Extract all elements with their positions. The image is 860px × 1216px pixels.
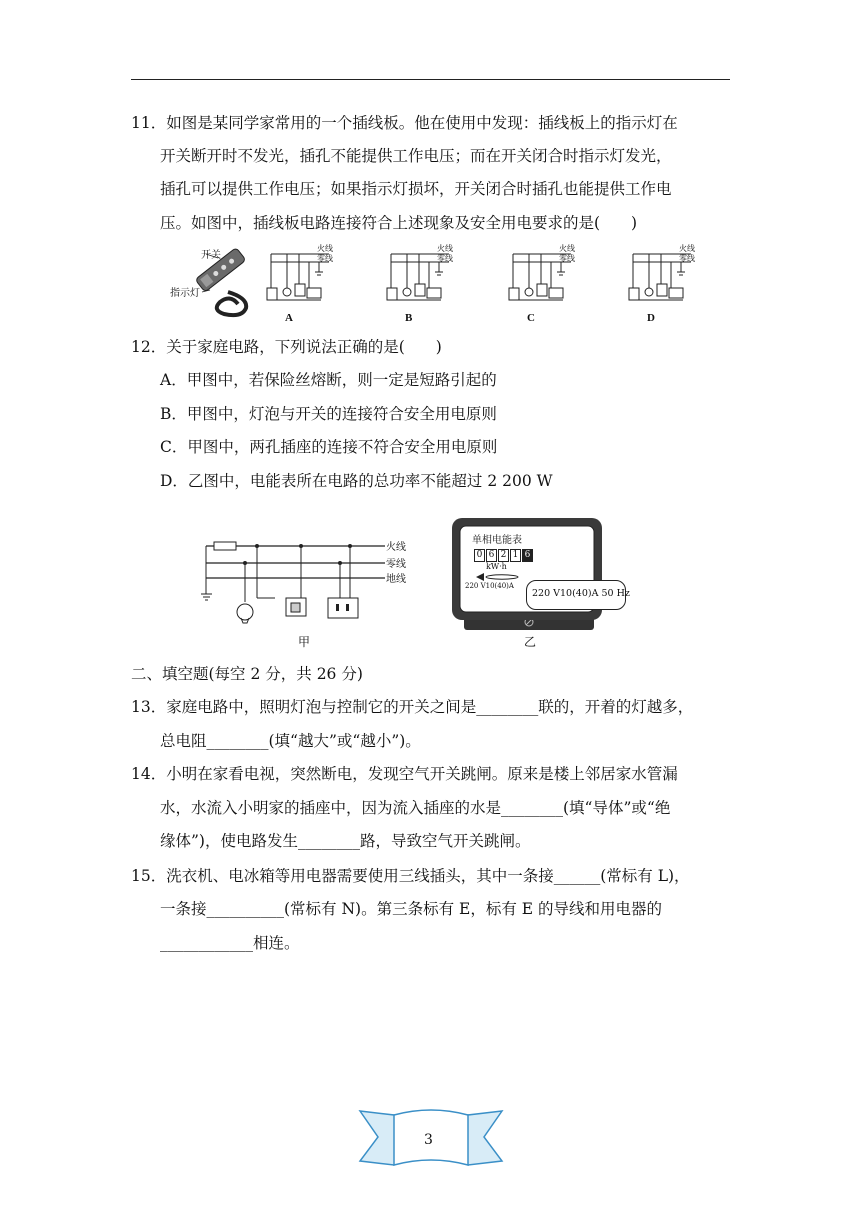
page-number: 3 xyxy=(424,1132,433,1148)
meter-digit: 1 xyxy=(510,549,521,562)
q15-line-1: 15．洗衣机、电冰箱等用电器需要使用三线插头，其中一条接______(常标有 L)， xyxy=(131,867,690,885)
option-label-a: A xyxy=(285,312,293,324)
switch-label: 开关 xyxy=(201,250,221,261)
neutral-wire-label: 零线 xyxy=(559,254,575,263)
q15-line-3: ____________相连。 xyxy=(160,934,300,952)
live-wire-label: 火线 xyxy=(679,244,695,253)
q11-line-3: 插孔可以提供工作电压；如果指示灯损坏，开关闭合时插孔也能提供工作电 xyxy=(160,180,672,198)
meter-title: 单相电能表 xyxy=(472,535,522,546)
neutral-wire-label: 零线 xyxy=(679,254,695,263)
q12-choice-c: C．甲图中，两孔插座的连接不符合安全用电原则 xyxy=(160,438,498,456)
q14-line-3: 缘体”)，使电路发生________路，导致空气开关跳闸。 xyxy=(160,832,531,850)
jia-caption: 甲 xyxy=(298,635,311,649)
q12-choice-b: B．甲图中，灯泡与开关的连接符合安全用电原则 xyxy=(160,405,497,423)
q13-line-2: 总电阻________(填“越大”或“越小”)。 xyxy=(160,732,421,750)
indicator-label: 指示灯 xyxy=(170,288,200,299)
meter-small-spec: 220 V10(40)A xyxy=(465,582,514,590)
q14-line-1: 14．小明在家看电视，突然断电，发现空气开关跳闸。原来是楼上邻居家水管漏 xyxy=(131,765,678,783)
neutral-wire-label: 零线 xyxy=(437,254,453,263)
header-rule xyxy=(131,79,730,80)
q14-line-2: 水，水流入小明家的插座中，因为流入插座的水是________(填“导体”或“绝 xyxy=(160,799,671,817)
live-wire-label: 火线 xyxy=(317,244,333,253)
section2-heading: 二、填空题(每空 2 分，共 26 分) xyxy=(131,665,363,683)
meter-digit: 6 xyxy=(486,549,497,562)
q12-choice-a: A．甲图中，若保险丝熔断，则一定是短路引起的 xyxy=(160,371,497,389)
meter-callout-text: 220 V10(40)A 50 Hz xyxy=(532,588,630,599)
q13-line-1: 13．家庭电路中，照明灯泡与控制它的开关之间是________联的，开着的灯越多， xyxy=(131,698,694,716)
q15-line-2: 一条接__________(常标有 N)。第三条标有 E，标有 E 的导线和用电器的 xyxy=(160,900,662,918)
yi-caption: 乙 xyxy=(524,635,537,649)
live-wire-label: 火线 xyxy=(559,244,575,253)
neutral-wire-label: 零线 xyxy=(317,254,333,263)
jia-neutral-label: 零线 xyxy=(386,559,406,570)
jia-live-label: 火线 xyxy=(386,542,406,553)
option-label-b: B xyxy=(405,312,413,324)
q12-choice-d: D．乙图中，电能表所在电路的总功率不能超过 2 200 W xyxy=(160,472,553,490)
option-label-c: C xyxy=(527,312,535,324)
q11-line-4: 压。如图中，插线板电路连接符合上述现象及安全用电要求的是( ) xyxy=(160,214,638,232)
live-wire-label: 火线 xyxy=(437,244,453,253)
q12-stem: 12．关于家庭电路，下列说法正确的是( ) xyxy=(131,338,442,356)
jia-ground-label: 地线 xyxy=(386,574,406,585)
q11-line-1: 11．如图是某同学家常用的一个插线板。他在使用中发现：插线板上的指示灯在 xyxy=(131,114,678,132)
q11-line-2: 开关断开时不发光，插孔不能提供工作电压；而在开关闭合时指示灯发光， xyxy=(160,147,672,165)
meter-digit-display xyxy=(474,549,534,562)
meter-unit: kW·h xyxy=(486,562,507,571)
meter-digit: 0 xyxy=(474,549,485,562)
option-label-d: D xyxy=(647,312,655,324)
meter-digit: 6 xyxy=(522,549,533,562)
meter-digit: 2 xyxy=(498,549,509,562)
